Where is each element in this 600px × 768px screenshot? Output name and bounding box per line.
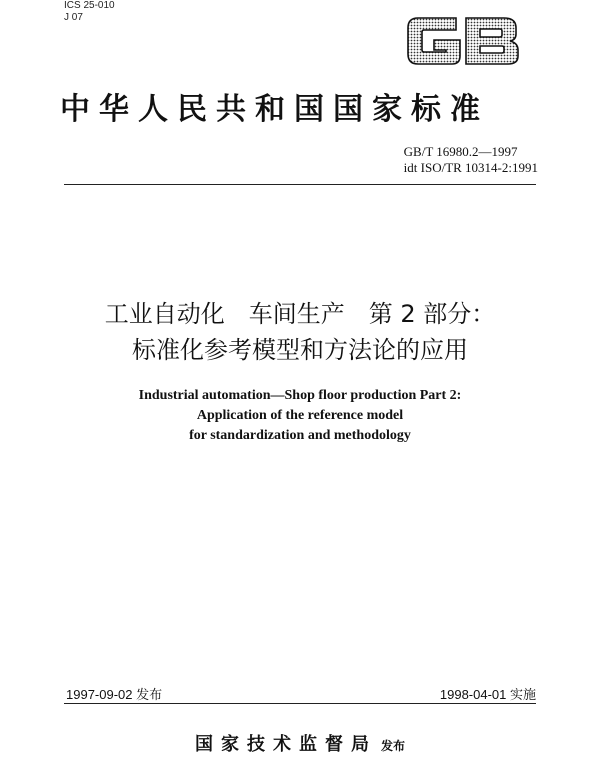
english-title [60,386,540,446]
english-title-line-2: Application of the reference model [196,408,404,423]
gb-logo-letter-b [466,18,518,64]
implementation-date: 1998-04-01 实施 [439,687,536,702]
standard-equivalence: idt ISO/TR 10314-2:1991 [403,160,538,175]
footer-divider [64,703,536,704]
header-divider [64,184,536,185]
ccs-code: J 07 [64,12,83,23]
chinese-title-line-1: 工业自动化 车间生产 第 2 部分： [104,300,496,328]
ics-code: ICS 25-010 [64,0,115,11]
english-title-line-1: Industrial automation—Shop floor production Part 2: [138,388,462,403]
publisher-action: 发布 [380,739,405,753]
publisher-line [0,730,600,756]
english-title-line-3: for standardization and methodology [189,428,411,443]
classification-codes [64,0,115,24]
national-standard-heading: 中华人民共和国国家标准 [60,92,489,127]
chinese-title-line-2: 标准化参考模型和方法论的应用 [132,336,468,364]
gb-logo-graphic [404,12,522,70]
issue-date: 1997-09-02 发布 [66,687,163,702]
gb-logo-letter-g [408,18,460,64]
standard-number: GB/T 16980.2—1997 [403,144,518,159]
publisher-organization: 国家技术监督局 [194,734,377,755]
standard-number-block [404,144,538,176]
gb-logo [404,12,522,70]
chinese-title [60,296,540,368]
